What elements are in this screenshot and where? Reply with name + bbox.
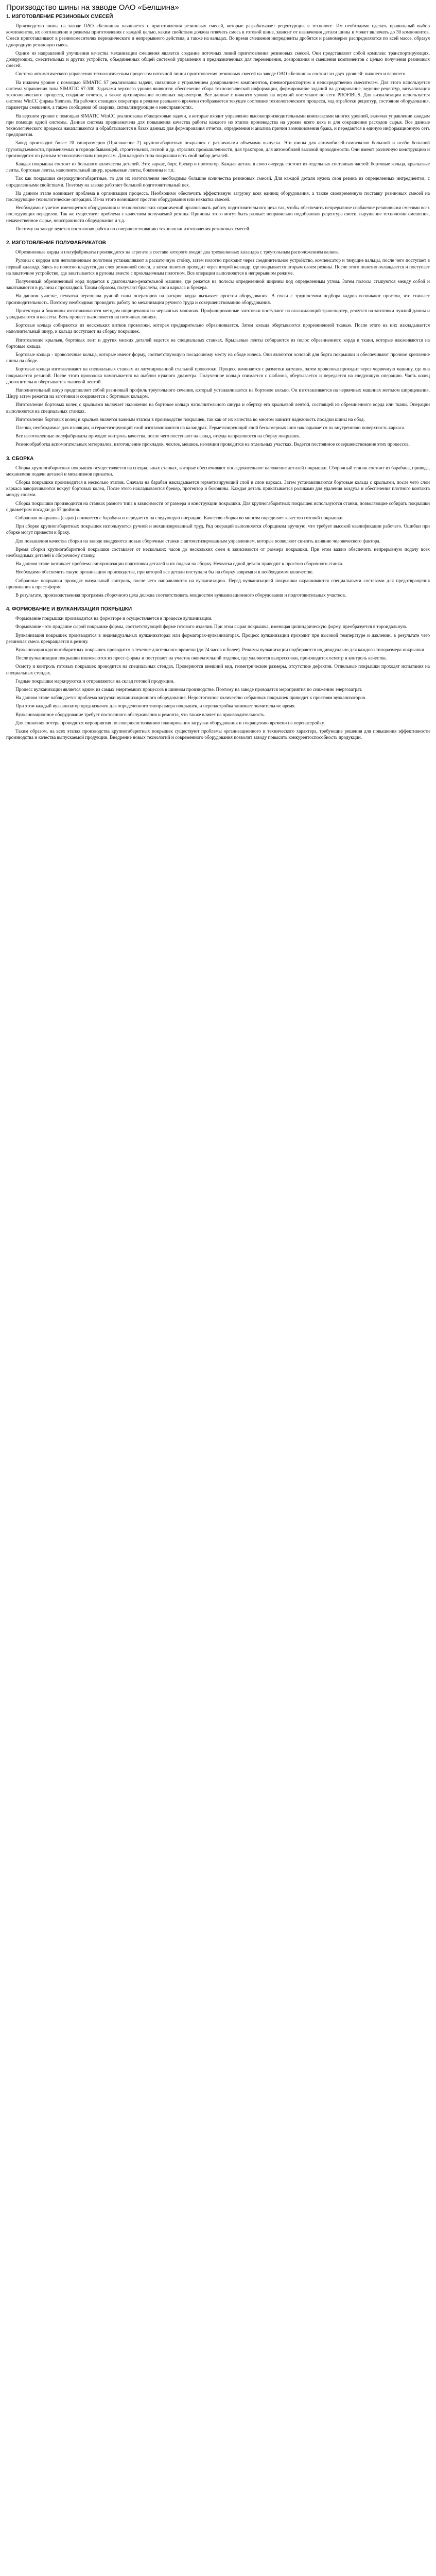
section-heading: 4. ФОРМОВАНИЕ И ВУЛКАНИЗАЦИЯ ПОКРЫШКИ xyxy=(6,606,132,613)
section xyxy=(6,606,430,741)
paragraph: Для повышения качества сборки на заводе внедряются новые сборочные станки с автоматизированным управлением, которые позволяют снизить влияние человеческого фактора. xyxy=(15,538,380,544)
paragraph: Осмотр и контроль готовых покрышек проводится на специальных стендах. Проверяются внешний вид, геометрические размеры, отсутствие дефектов. Отдельные покрышки проходят испытания на специальных стендах. xyxy=(6,664,430,676)
paragraph: Изготовление крыльев, бортовых лент и других мелких деталей ведется на специальных станках. Крыльевые ленты собираются из полос обрезиненного корда и ткани, которые наклеиваются на бортовые кольца. xyxy=(6,337,430,349)
paragraph: Бортовые кольца - проволочные кольца, которые имеют форму, соответствующую посадочному месту на ободе колеса. Они являются основой для борта покрышки и обеспечивают прочное крепление шины на ободе. xyxy=(6,352,430,364)
paragraph: Сборка крупногабаритных покрышек осуществляется на специальных станках, которые обеспечивают последовательное наложение деталей покрышки. Сборочный станок состоит из барабана, привода, механизмов подачи деталей и механизмов прикатки. xyxy=(6,465,430,477)
paragraph: Необходимо обеспечить такую организацию производства, при которой все детали поступали бы на сборку вовремя и в необходимом количестве. xyxy=(15,570,314,575)
paragraph: Так как покрышки сверхкрупногабаритные, то для их изготовления необходимы большие количества резиновых смесей. Для каждой детали нужна своя резина из определенных ингредиентов, с определенными свойствами. Поэтому на заводе работает большой подготовительный цех. xyxy=(6,176,430,188)
paragraph: На верхнем уровне с помощью SIMATIC WinCC реализованы общецеховые задачи, в которые входит управление высокопроизводительными комплексами многих уровней, включая управление каждым при помощи одной системы. Данная система предназначена для повышения качества работы каждого из этапов производства на уровне всего цеха и для сокращения расходов сырья. Все данные технологического процесса накапливаются и обрабатываются в базах данных для формирования отчетов, определения и анализа причин возникновения брака, и передаются в единую информационную сеть предприятия. xyxy=(6,113,430,138)
paragraph: Для снижения потерь проводятся мероприятия по совершенствованию планирования загрузки оборудования и сокращению времени на перенастройку. xyxy=(15,720,325,726)
paragraph: Все изготовленные полуфабрикаты проходят контроль качества, после чего поступают на склад, откуда направляются на сборку покрышек. xyxy=(15,434,301,439)
section-heading: 2. ИЗГОТОВЛЕНИЕ ПОЛУФАБРИКАТОВ xyxy=(6,240,106,246)
paragraph: Формование покрышки производится на форматоре и осуществляется в процессе вулканизации. xyxy=(15,616,213,622)
paragraph: Поэтому на заводе ведется постоянная работа по совершенствованию технологии изготовления резиновых смесей. xyxy=(15,226,251,232)
paragraph: Процесс вулканизации является одним из самых энергоемких процессов в шинном производстве. Поэтому на заводе проводятся мероприятия по снижению энергозатрат. xyxy=(15,687,362,693)
paragraph: На данном этапе наблюдается проблема загрузки вулканизационного оборудования. Недостаточное количество собранных покрышек приводит к простоям вулканизаторов. xyxy=(15,696,367,701)
document-body xyxy=(6,13,430,741)
paragraph: Пленки, необходимые для изоляции, и герметизирующий слой изготавливаются на каландрах. Герметизирующий слой бескамерных шин накладывается на внутреннюю поверхность каркаса. xyxy=(15,425,406,431)
paragraph: Изготовление бортовых колец с крыльями включает наложение на бортовое кольцо наполнительного шнура и обертку его крыльевой лентой, состоящей из обрезиненного корда или ткани. Операции выполняются на специальных станках. xyxy=(6,402,430,414)
document-page xyxy=(0,0,436,741)
section-heading: 3. СБОРКА xyxy=(6,455,34,462)
section xyxy=(6,455,430,599)
paragraph: Полученный обрезиненный корд подается к диагонально-резательной машине, где режется на полосы определенной ширины под определенным углом. Затем полосы стыкуются между собой и закатываются в рулоны с прокладкой. Таким образом, получают браслеты, слои каркаса и брекера. xyxy=(6,279,430,291)
paragraph: После вулканизации покрышки извлекаются из пресс-формы и поступают на участок окончательной отделки, где удаляются выпрессовки, производится осмотр и контроль качества. xyxy=(15,656,387,662)
paragraph: Вулканизационное оборудование требует постоянного обслуживания и ремонта, что также влияет на производительность. xyxy=(15,712,266,718)
paragraph: Обрезиненные корды и полуфабрикаты производятся на агрегате в составе которого входят два трехвалковых каландра с треугольным расположением валков. xyxy=(15,250,339,256)
paragraph: Изготовление бортовых колец и крыльев является важным этапом в производстве покрышек, так как от их качества во многом зависит надежность посадки шины на обод. xyxy=(15,417,365,422)
paragraph: Сборка покрышки производится на станках разного типа в зависимости от размера и конструкции покрышки. Для крупногабаритных покрышек используются станки, позволяющие собирать покрышки с диаметром посадки до 57 дюймов. xyxy=(6,501,430,513)
paragraph: При этом каждый вулканизатор предназначен для определенного типоразмера покрышек, и перенастройка занимает значительное время. xyxy=(15,704,296,709)
paragraph: Рулоны с кордом или неполиненным полотном устанавливают в раскаточную стойку, затем полотно проходит через соединительное устройство, компенсатор и тянущие вальцы, после чего поступает в первый каландр. Здесь на полотно кладутся два слоя резиновой смеси, а затем полотно проходит через второй каландр, где покрывается вторым слоем резины. После этого полотно охлаждается и поступает на закаточное устройство, где закатывается в рулоны вместе с прокладочным полотном. Все операции выполняются в непрерывном режиме. xyxy=(6,258,430,276)
paragraph: Сборка покрышки производится в несколько этапов. Сначала на барабан накладывается герметизирующий слой и слои каркаса. Затем устанавливаются бортовые кольца с крыльями, после чего слои каркаса заворачиваются вокруг бортовых колец. После этого накладываются брекер, протектор и боковины. Каждая деталь прикатывается роликами для удаления воздуха и обеспечения плотного контакта между слоями. xyxy=(6,480,430,498)
paragraph: Собранные покрышки проходят визуальный контроль, после чего направляются на вулканизацию. Перед вулканизацией покрышки окрашиваются специальными составами для предотвращения прилипания к пресс-форме. xyxy=(6,578,430,590)
document-title: Производство шины на заводе ОАО «Белшина» xyxy=(6,3,179,12)
paragraph: Бортовые кольца изготавливают на специальных станках из латунированной стальной проволоки. Процесс начинается с размотки катушек, затем проволока проходит через червячную машину, где она покрывается резиной. После этого проволока наматывается на шаблон нужного диаметра. Полученное кольцо снимается с шаблона, обертывается и передается на следующую операцию. Часть колец дополнительно обертывается тканевой лентой. xyxy=(6,367,430,385)
paragraph: Таким образом, на всех этапах производства крупногабаритных покрышек существуют проблемы организационного и технического характера, требующие решения для повышения эффективности производства и качества выпускаемой продукции. Внедрение новых технологий и современного оборудования позволит заводу повысить конкурентоспособность продукции. xyxy=(6,729,430,741)
section xyxy=(6,13,430,232)
paragraph: На данном этапе возникает проблема синхронизации подготовки деталей и их подачи на сборку. Нехватка одной детали приводит к простою сборочного станка. xyxy=(15,562,343,567)
paragraph: На данном участке, нехватка персонала ручной силы операторов на раскрое корда вызывает простои оборудования. В связи с трудностями подбора кадров возникают простои, что снижает производительность. Поэтому необходимо проводить работу по механизации ручного труда и совершенствованию оборудования. xyxy=(6,294,430,306)
paragraph: Наполнительный шнур представляет собой резиновый профиль треугольного сечения, который устанавливается на бортовое кольцо. Он изготавливается на червячных машинах методом шприцевания. Шнур затем режется на заготовки и соединяется с бортовым кольцом. xyxy=(6,387,430,400)
section-heading: 1. ИЗГОТОВЛЕНИЕ РЕЗИНОВЫХ СМЕСЕЙ xyxy=(6,14,113,20)
paragraph: Время сборки крупногабаритной покрышки составляет от нескольких часов до нескольких смен в зависимости от размера покрышки. При этом важно обеспечить непрерывную подачу всех необходимых деталей к сборочному станку. xyxy=(6,547,430,559)
paragraph: Годные покрышки маркируются и отправляются на склад готовой продукции. xyxy=(15,679,175,684)
paragraph: Бортовые кольца собираются из нескольких витков проволоки, которая предварительно обрезинивается. Затем кольца обертываются прорезиненной тканью. После этого на них накладывается наполнительный шнур, и кольца поступают на сборку покрышек. xyxy=(6,323,430,335)
paragraph: При сборке крупногабаритных покрышек используются ручной и механизированный труд. Ряд операций выполняется сборщиком вручную, что требует высокой квалификации рабочего. Ошибки при сборке могут привести к браку. xyxy=(6,524,430,536)
paragraph: На нижнем уровне с помощью SIMATIC S7 реализованы задачи, связанные с управлением дозированием компонентов, пневмотранспортом и непосредственно смесителем. Для этого используется система управления типа SIMATIC S7-300. Задачами верхнего уровня являются: обеспечение сбора технологической информации, формирование заданий на дозирование, ведение рецептур, визуализация технологического процесса, создание отчетов, а также архивирование основных параметров. Все данные с нижнего уровня на верхний поступают по сети PROFIBUS. Для визуализации используется система WinCC фирмы Siemens. На рабочих станциях оператора в режиме реального времени отображается текущее состояние технологического процесса, ход отработки рецептур, состояние оборудования, параметры смешения, а также сообщения об авариях, сигнализирующие о неисправностях. xyxy=(6,80,430,111)
paragraph: Вулканизация покрышек производится в индивидуальных вулканизаторах или форматорах-вулканизаторах. Процесс вулканизации проходит при высокой температуре и давлении, в результате чего резиновая смесь превращается в резину. xyxy=(6,633,430,645)
paragraph: Необходимо с учетом имеющегося оборудования и технологических ограничений организовать работу подготовительного цеха так, чтобы обеспечить непрерывное снабжение резиновыми смесями всех последующих переделов. Так же существует проблема с качеством получаемой резины. Причины этого могут быть разные: неправильно подобранная рецептура смеси, нарушение технологии смешения, некачественное сырье, неисправности оборудования и т.д. xyxy=(6,206,430,224)
paragraph: Завод производит более 20 типоразмеров (Приложение 2) крупногабаритных покрышек с различными объемами выпуска. Эти шины для автомобилей-самосвалов большой и особо большой грузоподъемности, применяемых в горнодобывающей, строительной, лесной и др. отраслях промышленности, для тракторов, для автомобилей высокой проходимости. Они имеют различную конструкцию и производятся по разным технологическим процессам. Для каждого типа покрышки есть свой набор деталей. xyxy=(6,141,430,159)
paragraph: Вулканизация крупногабаритных покрышек проводится в течение длительного времени (до 24 часов и более). Режимы вулканизации подбираются индивидуально для каждого типоразмера покрышки. xyxy=(15,648,426,653)
paragraph: Резинообработка вспомогательных материалов, изготовление прокладок, чехлов, мешков, изоляции проводится на отдельных участках. Ведется постоянное совершенствование этих процессов. xyxy=(15,442,410,448)
paragraph: Протекторы и боковины изготавливаются методом шприцевания на червячных машинах. Профилированные заготовки поступают на охлаждающий транспортер, режутся на заготовки нужной длины и укладываются в кассеты. Весь процесс выполняется на поточных линиях. xyxy=(6,308,430,320)
section xyxy=(6,240,430,448)
paragraph: Система автоматического управления технологическим процессом поточной линии приготовления резиновых смесей на заводе ОАО «Белшина» состоит из двух уровней: нижнего и верхнего. xyxy=(15,72,407,77)
paragraph: Одним из направлений улучшения качества механизации смешения является создание поточных линий приготовления резиновых смесей. Они представляют собой комплекс транспортирующих, дозирующих, смесительных и других устройств, объединенных общей системой управления и предназначенных для перемещения, дозирования и смешения компонентов с целью получения резиновых смесей. xyxy=(6,50,430,69)
paragraph: Формование - это придание сырой покрышке формы, соответствующей форме готового изделия. При этом сырая покрышка, имеющая цилиндрическую форму, преобразуется в тороидальную. xyxy=(15,624,408,630)
paragraph: На данном этапе возникает проблема в организации процесса. Необходимо обеспечить эффективную загрузку всех единиц оборудования, а также своевременную поставку резиновых смесей на последующие технологические операции. Из-за этого возникают простои оборудования или нехватка смесей. xyxy=(6,191,430,203)
paragraph: Каждая покрышка состоит из большого количества деталей. Это: каркас, борт, брекер и протектор. Каждая деталь в свою очередь состоит из отдельных составных частей: бортовые кольца, крыльевые ленты, бортовые ленты, наполнительный шнур, крыльевые ленты, боковины и т.п. xyxy=(6,162,430,174)
paragraph: Производство шины на заводе ОАО «Белшина» начинается с приготовления резиновых смесей, которые разрабатывает рецептурщик в технологе. Им необходимо сделать правильный выбор компонентов, их соотношение и режимы приготовления с каждой целью, каким свойствам должна отвечать смесь в готовой шине, зависит от назначения детали шины и может включать до 30 компонентов. Смеси приготавливают в резиносмесителях периодического и непрерывного действия, а также на вальцах. Во время смешения ингредиенты дробятся и равномерно распределяются по всей массе, образуя однородную резиновую смесь. xyxy=(6,24,430,48)
paragraph: Собранная покрышка (сырая) снимается с барабана и передается на следующую операцию. Качество сборки во многом определяет качество готовой покрышки. xyxy=(15,516,344,521)
paragraph: В результате, производственная программа сборочного цеха должна соответствовать мощностям вулканизационного оборудования и подготовительных участков. xyxy=(15,593,346,599)
